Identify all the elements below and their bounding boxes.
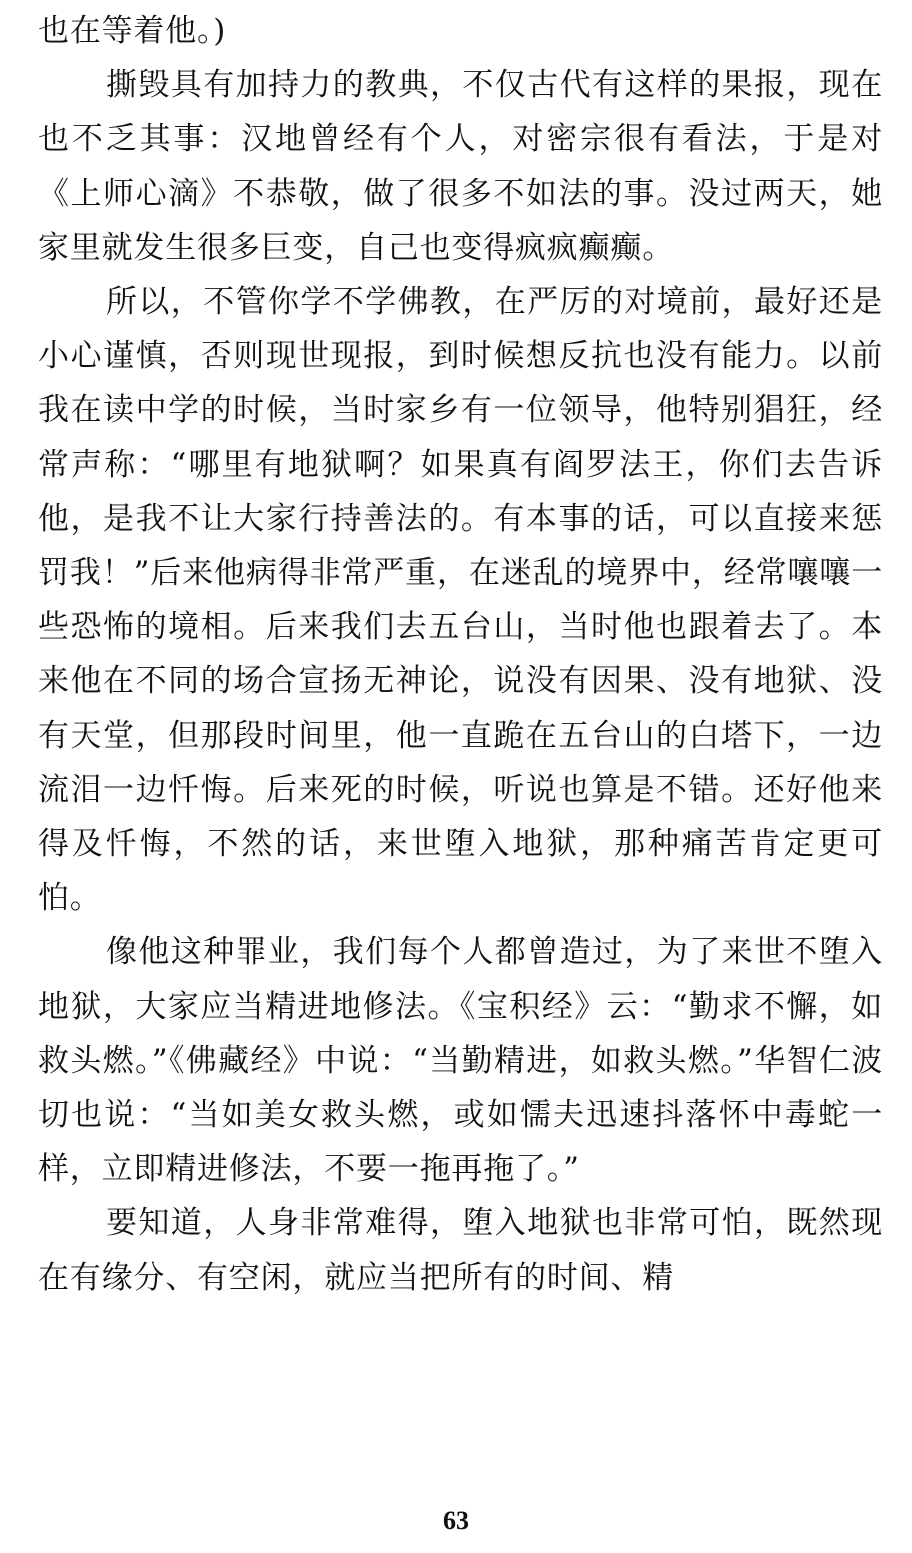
paragraph-diligence-quotes: 像他这种罪业，我们每个人都曾造过，为了来世不堕入地狱，大家应当精进地修法。《宝积经》云：“勤求不懈，如救头燃。”《佛藏经》中说：“当勤精进，如救头燃。”华智仁波切也说：“当如美女救头燃，或如懦夫迅速抖落怀中毒蛇一样，立即精进修法，不要一拖再拖了。” bbox=[38, 934, 883, 1188]
page-number: 63 bbox=[443, 1506, 469, 1535]
paragraph-continuation: 也在等着他。) bbox=[38, 13, 227, 49]
paragraph-scripture-retribution: 撕毁具有加持力的教典，不仅古代有这样的果报，现在也不乏其事：汉地曾经有个人，对密宗很有看法，于是对《上师心滴》不恭敬，做了很多不如法的事。没过两天，她家里就发生很多巨变，自己也变得疯疯癫癫。 bbox=[38, 67, 883, 266]
body-text bbox=[38, 4, 883, 1305]
paragraph-leader-story: 所以，不管你学不学佛教，在严厉的对境前，最好还是小心谨慎，否则现世现报，到时候想反抗也没有能力。以前我在读中学的时候，当时家乡有一位领导，他特别猖狂，经常声称：“哪里有地狱啊？如果真有阎罗法王，你们去告诉他，是我不让大家行持善法的。有本事的话，可以直接来惩罚我！”后来他病得非常严重，在迷乱的境界中，经常嚷嚷一些恐怖的境相。后来我们去五台山，当时他也跟着去了。本来他在不同的场合宣扬无神论，说没有因果、没有地狱、没有天堂，但那段时间里，他一直跪在五台山的白塔下，一边流泪一边忏悔。后来死的时候，听说也算是不错。还好他来得及忏悔，不然的话，来世堕入地狱，那种痛苦肯定更可怕。 bbox=[38, 284, 883, 917]
paragraph-precious-human-life: 要知道，人身非常难得，堕入地狱也非常可怕，既然现在有缘分、有空闲，就应当把所有的时间、精 bbox=[38, 1205, 883, 1296]
